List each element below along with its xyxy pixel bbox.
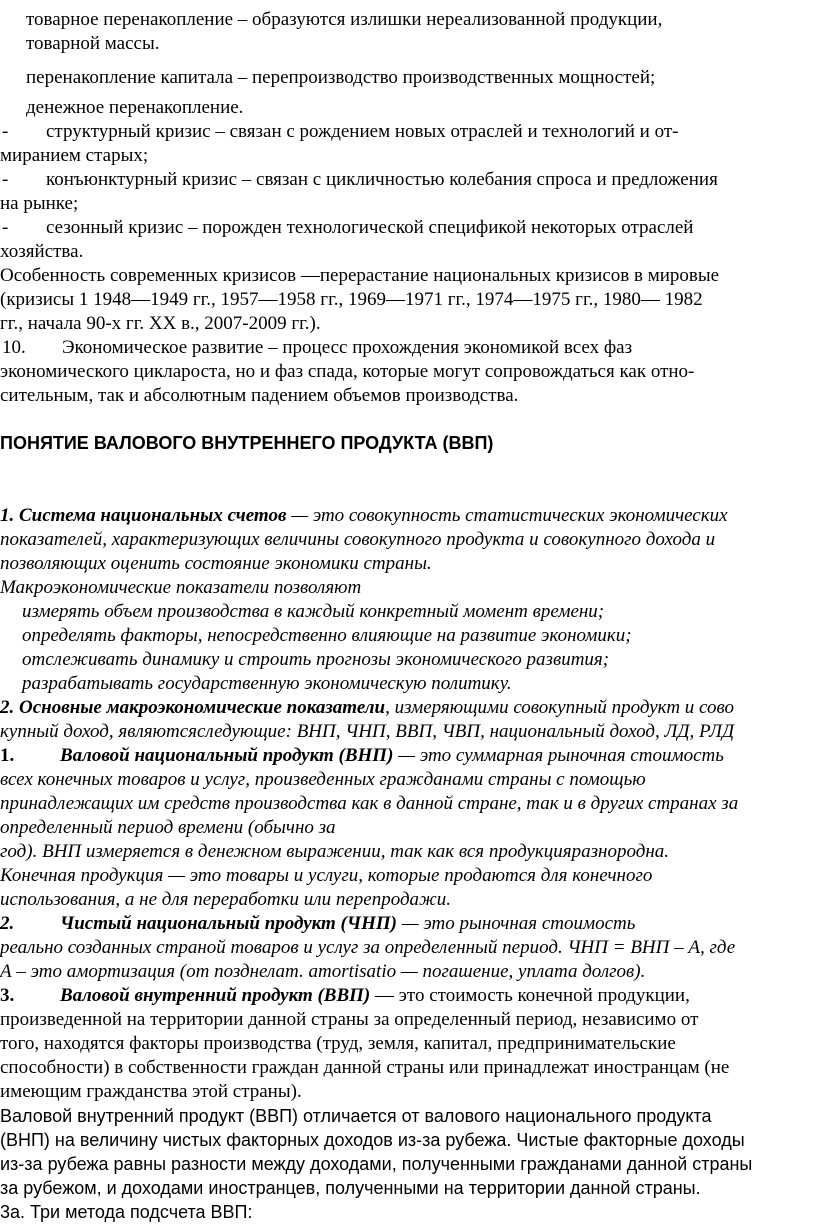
term-bold: Чистый национальный продукт (ЧНП) [60, 913, 397, 934]
term-definition: — это стоимость конечной продукции, [370, 985, 690, 1006]
text-line: А – это амортизация (от позднелат. amortisatio — погашение, уплата долгов). [0, 961, 646, 982]
text-line: показателей, характеризующих величины совокупного продукта и совокупного дохода и [0, 529, 716, 550]
text-line: товарной массы. [26, 33, 160, 54]
text-line: Макроэкономические показатели позволяют [0, 577, 362, 598]
text-line [60, 984, 690, 1008]
text-line: хозяйства. [0, 241, 84, 262]
text-line: Валовой внутренний продукт (ВВП) отличается от валового национального продукта [0, 1106, 712, 1126]
list-number: 1. [0, 745, 15, 766]
list-number: 3. [0, 985, 15, 1006]
text-line: Особенность современных кризисов —перерастание национальных кризисов в мировые [0, 265, 720, 286]
text-line: миранием старых; [0, 145, 149, 166]
text-line: Экономическое развитие – процесс прохождения экономикой всех фаз [62, 337, 633, 358]
text-line: купный доход, являютсяследующие: ВНП, ЧНП, ВВП, ЧВП, национальный доход, ЛД, РЛД [0, 721, 735, 742]
text-line: структурный кризис – связан с рождением новых отраслей и технологий и от- [46, 121, 679, 142]
text-line: конъюнктурный кризис – связан с цикличностью колебания спроса и предложения [46, 169, 718, 190]
text-line: измерять объем производства в каждый конкретный момент времени; [22, 601, 605, 622]
text-line [60, 912, 635, 936]
text-line [60, 744, 724, 768]
list-number: 2. [0, 913, 15, 934]
text-line: отслеживать динамику и строить прогнозы экономического развития; [22, 649, 610, 670]
text-line: экономического циклароста, но и фаз спада, которые могут сопровождаться как отно- [0, 361, 695, 382]
section-heading: ПОНЯТИЕ ВАЛОВОГО ВНУТРЕННЕГО ПРОДУКТА (ВВП) [0, 433, 494, 453]
text-line: определять факторы, непосредственно влияющие на развитие экономики; [22, 625, 632, 646]
list-dash: - [2, 121, 9, 142]
text-line: того, находятся факторы производства (труд, земля, капитал, предпринимательские [0, 1033, 676, 1054]
text-line: гг., начала 90-х гг. XX в., 2007-2009 гг.). [0, 313, 321, 334]
text-line [0, 504, 728, 528]
text-line: год). ВНП измеряется в денежном выражении, так как вся продукцияразнородна. [0, 841, 669, 862]
text-line: из-за рубежа равны разности между доходами, полученными гражданами данной страны [0, 1154, 753, 1174]
text-line: разрабатывать государственную экономическую политику. [22, 673, 512, 694]
term-definition: , измеряющими совокупный продукт и сово [385, 697, 734, 718]
text-line: (кризисы 1 1948—1949 гг., 1957—1958 гг., 1969—1971 гг., 1974—1975 гг., 1980— 1982 [0, 289, 703, 310]
text-line: (ВНП) на величину чистых факторных доходов из-за рубежа. Чистые факторные доходы [0, 1130, 745, 1150]
term-bold: 2. Основные макроэкономические показатели [0, 697, 386, 718]
text-line: позволяющих оценить состояние экономики страны. [0, 553, 432, 574]
term-definition: — это совокупность статистических экономических [286, 505, 728, 526]
text-line: товарное перенакопление – образуются излишки нереализованной продукции, [26, 9, 663, 30]
text-line: денежное перенакопление. [26, 97, 244, 118]
term-bold: Валовой внутренний продукт (ВВП) [60, 985, 371, 1006]
text-line: способности) в собственности граждан данной страны или принадлежат иностранцам (не [0, 1057, 730, 1078]
text-line: 3а. Три метода подсчета ВВП: [0, 1202, 253, 1222]
list-dash: - [2, 217, 9, 238]
text-line: принадлежащих им средств производства как в данной стране, так и в других странах за [0, 793, 739, 814]
text-line: Конечная продукция — это товары и услуги, которые продаются для конечного [0, 865, 653, 886]
text-line: имеющим гражданства этой страны). [0, 1081, 302, 1102]
text-line: реально созданных страной товаров и услуг за определенный период. ЧНП = ВНП – А, где [0, 937, 736, 958]
text-line: за рубежом, и доходами иностранцев, полученными на территории данной страны. [0, 1178, 701, 1198]
text-line: использования, а не для переработки или перепродажи. [0, 889, 451, 910]
text-line: на рынке; [0, 193, 79, 214]
list-dash: - [2, 169, 9, 190]
text-line: всех конечных товаров и услуг, произведенных гражданами страны с помощью [0, 769, 646, 790]
list-number: 10. [2, 337, 26, 358]
text-line: произведенной на территории данной страны за определенный период, независимо от [0, 1009, 699, 1030]
term-bold: 1. Система национальных счетов [0, 505, 287, 526]
text-line: сительным, так и абсолютным падением объемов производства. [0, 385, 519, 406]
term-definition: — это рыночная стоимость [396, 913, 636, 934]
text-line: сезонный кризис – порожден технологической спецификой некоторых отраслей [46, 217, 694, 238]
term-bold: Валовой национальный продукт (ВНП) [60, 745, 394, 766]
text-line: перенакопление капитала – перепроизводство производственных мощностей; [26, 67, 656, 88]
text-line [0, 696, 734, 720]
term-definition: — это суммарная рыночная стоимость [393, 745, 724, 766]
text-line: определенный период времени (обычно за [0, 817, 336, 838]
